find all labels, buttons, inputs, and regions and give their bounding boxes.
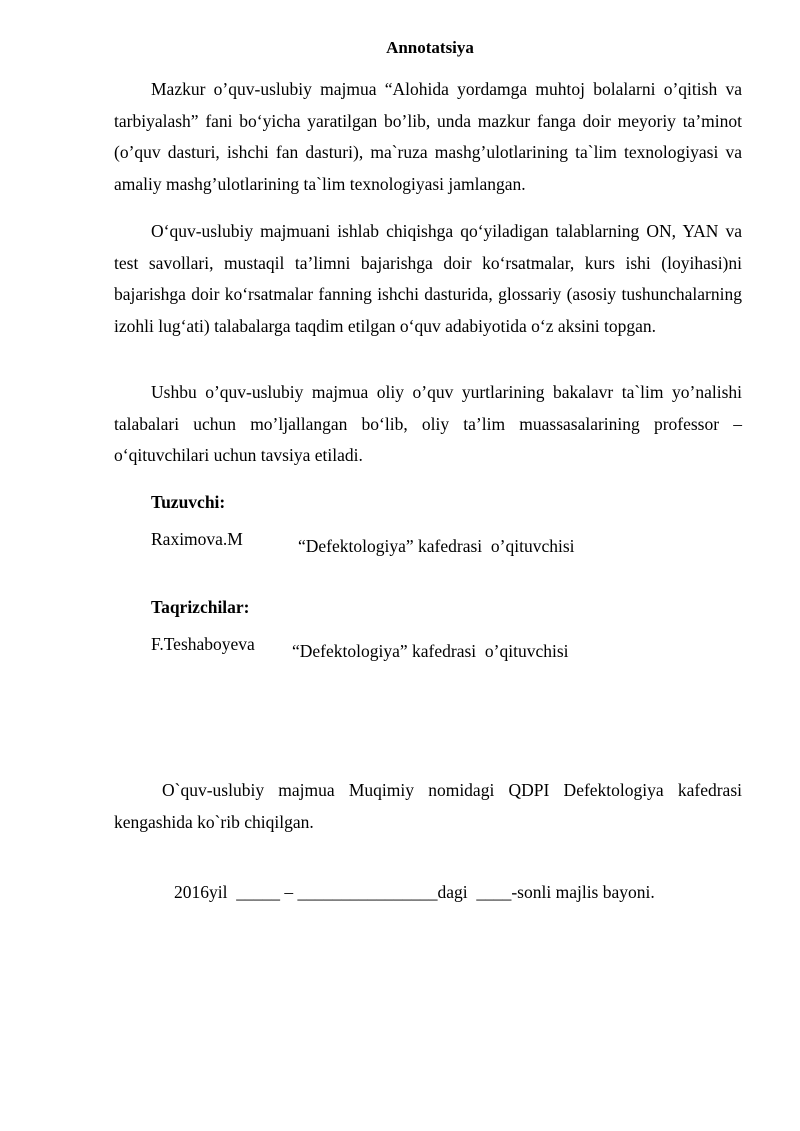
meeting-minutes-line: 2016yil _____ – ________________dagi ____-sonli majlis bayoni. bbox=[174, 882, 655, 902]
compiler-role: “Defektologiya” kafedrasi o’qituvchisi bbox=[298, 536, 575, 556]
annotation-paragraph-3: Ushbu o’quv-uslubiy majmua oliy o’quv yurtlarining bakalavr ta`lim yo’nalishi talabalari uchun mo’ljallangan bo‘lib, oliy ta’lim muassasalarining professor – o‘qituvchilari uchun tavsiya etiladi. bbox=[114, 382, 742, 465]
reviewer-role: “Defektologiya” kafedrasi o’qituvchisi bbox=[292, 641, 569, 661]
compiler-name: Raximova.M bbox=[151, 529, 243, 549]
approval-statement: O`quv-uslubiy majmua Muqimiy nomidagi QDPI Defektologiya kafedrasi kengashida ko`rib chiqilgan. bbox=[114, 780, 742, 832]
annotation-paragraph-2: O‘quv-uslubiy majmuani ishlab chiqishga qo‘yiladigan talablarning ON, YAN va test savollari, mustaqil ta’limni bajarishga doir ko‘rsatmalar, kurs ishi (loyihasi)ni bajarishga doir ko‘rsatmalar fanning ishchi dasturida, glossariy (asosiy tushunchalarning izohli lug‘ati) talabalarga taqdim etilgan o‘quv adabiyotida o‘z aksini topgan. bbox=[114, 221, 742, 336]
compiler-heading: Tuzuvchi: bbox=[151, 492, 226, 512]
reviewer-name: F.Teshaboyeva bbox=[151, 634, 255, 654]
annotation-paragraph-1: Mazkur o’quv-uslubiy majmua “Alohida yordamga muhtoj bolalarni o’qitish va tarbiyalash” fani bo‘yicha yaratilgan bo’lib, unda mazkur fanga doir meyoriy ta’minot (o’quv dasturi, ishchi fan dasturi), ma`ruza mashg’ulotlarining ta`lim texnologiyasi va amaliy mashg’ulotlarining ta`lim texnologiyasi jamlangan. bbox=[114, 79, 742, 194]
reviewers-heading: Taqrizchilar: bbox=[151, 597, 250, 617]
document-title: Annotatsiya bbox=[386, 38, 474, 57]
